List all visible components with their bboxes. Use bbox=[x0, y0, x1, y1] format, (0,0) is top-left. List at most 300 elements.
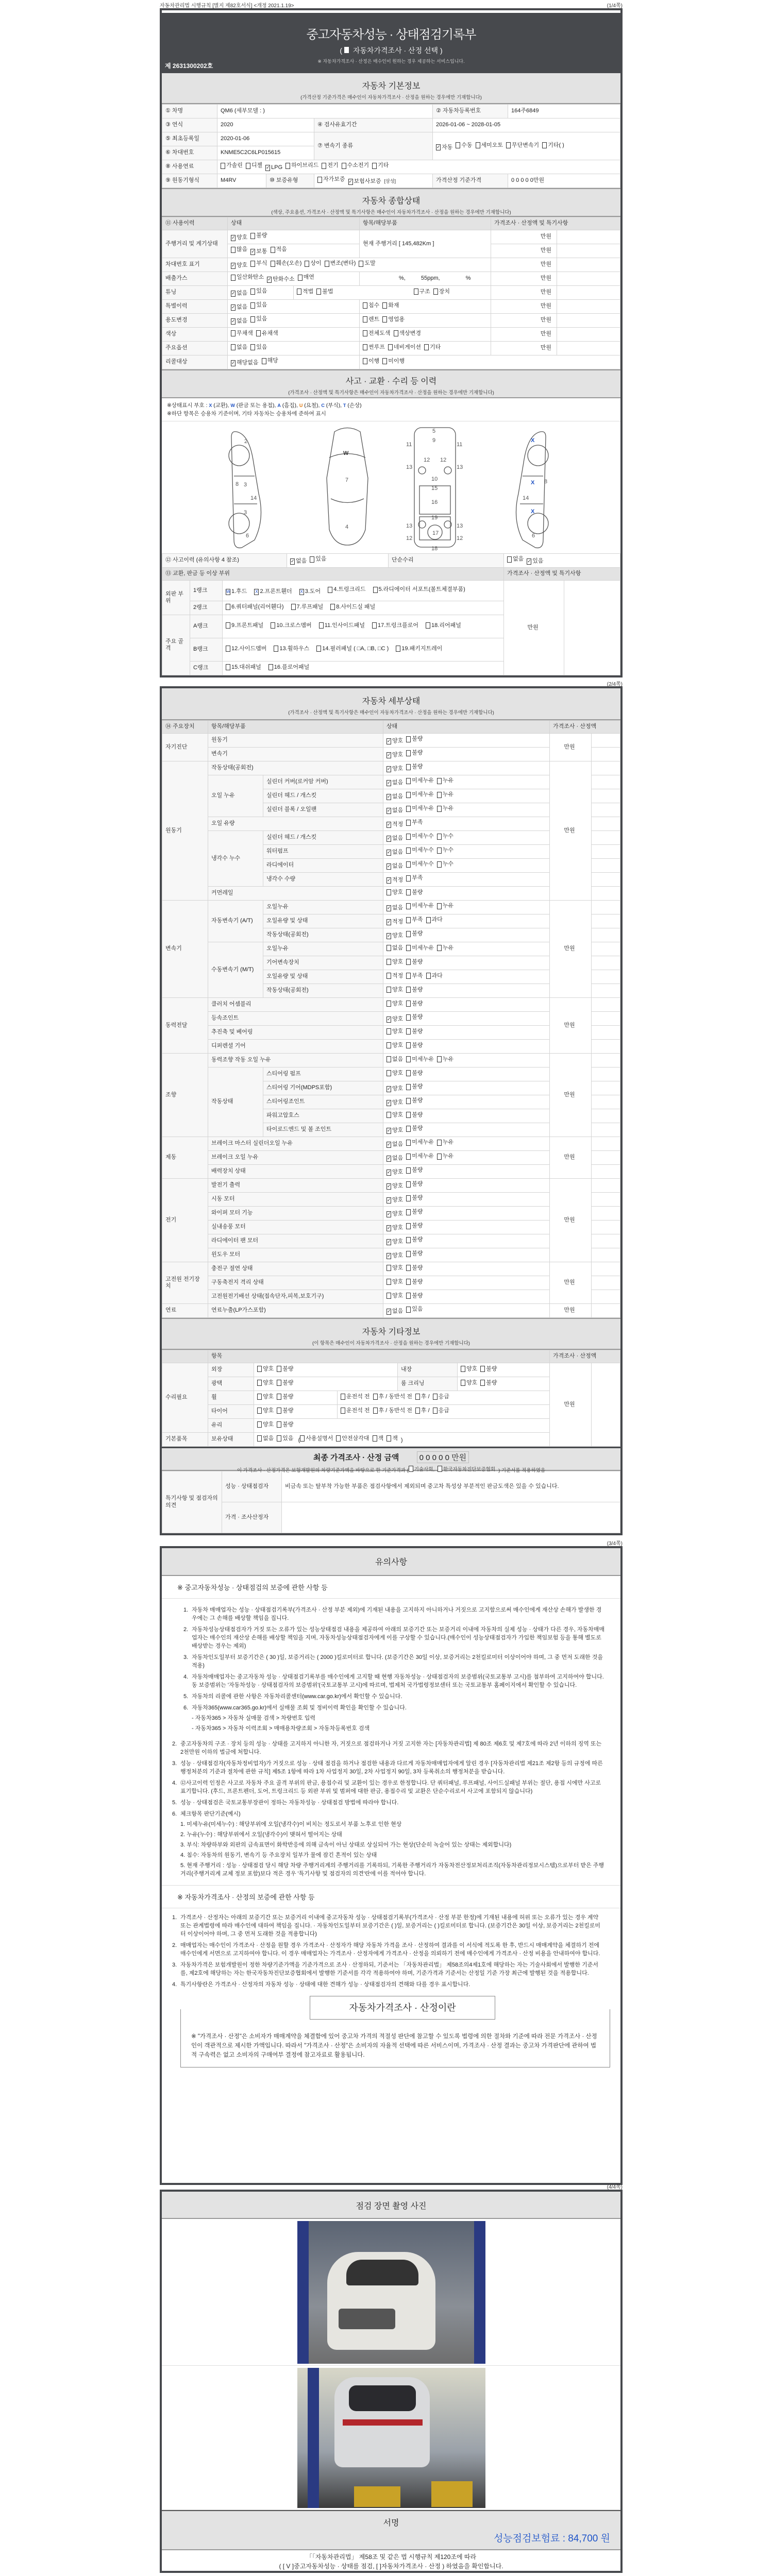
status-checkbox[interactable]: 누수 bbox=[437, 861, 453, 868]
vin-marking-status-checkbox[interactable]: 변조(변타) bbox=[325, 260, 356, 267]
vin-marking-status-checkbox[interactable]: 훼손(오손) bbox=[271, 260, 302, 267]
price-cell bbox=[592, 914, 620, 928]
wheel-position-checkbox[interactable]: 응급 bbox=[433, 1394, 449, 1400]
part-checkbox[interactable]: 5.라디에이터 서포트(볼트체결부품) bbox=[373, 586, 465, 593]
notices-list-1 bbox=[162, 1599, 620, 1733]
status-checkbox[interactable]: ✓ 없음 bbox=[387, 779, 404, 786]
transmission-options-checkbox[interactable]: 수동 bbox=[456, 140, 472, 150]
status-checkbox[interactable]: ✓ 양호 bbox=[387, 1127, 404, 1134]
price-cell bbox=[592, 748, 620, 761]
status-checkbox[interactable]: ✓ 적정 bbox=[387, 877, 404, 884]
status-checkbox[interactable]: 부족 bbox=[406, 875, 423, 882]
part-checkbox[interactable]: 17.트렁크플로어 bbox=[372, 622, 418, 629]
status-checkbox[interactable]: 불량 bbox=[406, 930, 423, 937]
fuel-options-checkbox[interactable]: 가솔린 bbox=[221, 162, 243, 169]
price-cell bbox=[592, 1123, 620, 1137]
price-cell bbox=[592, 1081, 620, 1095]
part-label: 오일유량 및 상태 bbox=[263, 914, 383, 928]
svg-text:11: 11 bbox=[406, 442, 412, 448]
tire-position-checkbox[interactable]: 후 / bbox=[415, 1408, 430, 1414]
status-checkbox[interactable]: ✓ 없음 bbox=[387, 905, 404, 911]
status-checkbox[interactable]: 불량 bbox=[406, 1042, 423, 1049]
status-checkbox[interactable]: 불량 bbox=[406, 1250, 423, 1257]
status-checkbox[interactable]: 미세누유 bbox=[406, 777, 434, 784]
tire-position-checkbox[interactable]: 운전석 전 bbox=[341, 1408, 370, 1414]
svg-text:10: 10 bbox=[431, 476, 438, 482]
status-checkbox[interactable]: 미세누유 bbox=[406, 791, 434, 798]
notice-item: 5. 자동차의 리콜에 관한 사항은 자동차리콜센터(www.car.go.kr)에서 확인할 수 있습니다. bbox=[183, 1693, 402, 1700]
glass-status-checkbox[interactable]: 불량 bbox=[277, 1421, 293, 1428]
status-checkbox[interactable]: ✓ 없음 bbox=[387, 807, 404, 814]
interior-status-checkbox[interactable]: 불량 bbox=[480, 1366, 497, 1372]
usage-change-checkbox[interactable]: ✓ 없음 bbox=[231, 318, 248, 325]
color-change-checkbox[interactable]: 전체도색 bbox=[363, 330, 391, 337]
status-checkbox[interactable]: 과다 bbox=[426, 917, 443, 923]
tuning-options-checkbox[interactable]: 있음 bbox=[250, 288, 267, 295]
status-checkbox[interactable]: ✓ 적정 bbox=[387, 821, 404, 828]
glass-status-checkbox[interactable]: 양호 bbox=[257, 1421, 274, 1428]
price-cell bbox=[592, 1012, 620, 1026]
status-checkbox[interactable]: 불량 bbox=[406, 959, 423, 965]
status-checkbox[interactable]: 누유 bbox=[437, 1056, 453, 1063]
recall-done-checkbox[interactable]: 미이행 bbox=[382, 358, 405, 365]
svg-text:17: 17 bbox=[432, 530, 439, 536]
part-checkbox[interactable]: 10.크로스멤버 bbox=[271, 622, 311, 629]
part-status bbox=[383, 1026, 550, 1040]
tire-position-checkbox[interactable]: 응급 bbox=[433, 1408, 449, 1414]
status-checkbox[interactable]: 불량 bbox=[406, 1209, 423, 1215]
fuel-options-checkbox[interactable]: 전기 bbox=[322, 162, 338, 169]
emission-options-checkbox[interactable]: 일산화탄소 bbox=[231, 274, 264, 281]
part-label: 원동기 bbox=[208, 734, 383, 748]
part-status bbox=[383, 803, 550, 817]
main-options-type-checkbox[interactable]: 네비게이션 bbox=[388, 344, 421, 351]
status-checkbox[interactable]: 누유 bbox=[437, 1139, 453, 1146]
unchecked-icon bbox=[437, 1140, 442, 1146]
status-checkbox[interactable]: ✓ 양호 bbox=[387, 1211, 404, 1217]
status-checkbox[interactable]: 미세누유 bbox=[406, 1056, 434, 1063]
checked-icon: ✓ bbox=[231, 318, 236, 324]
notice-item: 2. 중고자동차의 구조 · 장치 등의 성능 · 상태를 고지하지 아니한 자, 거짓으로 점검하거나 거짓 고지한 자는 [자동차관리법] 제 80조 제6호 및 제7호에 따라 2년 이하의 징역 또는 2천만원 이하의 벌금에 처합니다. bbox=[172, 1741, 602, 1755]
accident-history-checkbox[interactable]: ✓ 없음 bbox=[291, 558, 307, 565]
subsystem-label: 작동상태 bbox=[208, 1067, 263, 1137]
unchecked-icon bbox=[426, 973, 431, 979]
svg-text:4: 4 bbox=[345, 524, 349, 530]
status-checkbox[interactable]: ✓ 양호 bbox=[387, 738, 404, 744]
part-checkbox[interactable]: 6.쿼터패널(리어휀다) bbox=[226, 604, 284, 611]
status-checkbox[interactable]: 미세누수 bbox=[406, 833, 434, 840]
status-checkbox[interactable]: 불량 bbox=[406, 1028, 423, 1035]
mileage-level-checkbox[interactable]: 적음 bbox=[271, 246, 287, 253]
fuel-options-checkbox[interactable]: ✓ LPG bbox=[266, 164, 283, 171]
status-checkbox[interactable]: ✓ 양호 bbox=[387, 1239, 404, 1245]
status-checkbox[interactable]: 누유 bbox=[437, 777, 453, 784]
tuning-type-checkbox[interactable]: 장치 bbox=[433, 289, 450, 295]
part-checkbox[interactable]: W 1.후드 bbox=[226, 588, 247, 595]
unchecked-icon bbox=[257, 1435, 262, 1442]
status-checkbox[interactable]: ✓ 적정 bbox=[387, 919, 404, 925]
transmission-options-checkbox[interactable]: ✓ 자동 bbox=[436, 144, 453, 150]
transmission-options-checkbox[interactable]: 기타( ) bbox=[542, 140, 564, 150]
special-history-checkbox[interactable]: 있음 bbox=[250, 302, 267, 309]
checked-icon: ✓ bbox=[251, 249, 255, 254]
special-history-type-checkbox[interactable]: 화재 bbox=[382, 302, 399, 309]
unchecked-icon bbox=[250, 316, 255, 323]
mileage-level-checkbox[interactable]: ✓ 보통 bbox=[251, 248, 267, 255]
wheel-status-checkbox[interactable]: 양호 bbox=[257, 1394, 274, 1400]
part-label: 작동상태(공회전) bbox=[263, 984, 383, 998]
status-checkbox[interactable]: ✓ 없음 bbox=[387, 1141, 404, 1148]
status-legend: ※상태표시 부호 : X (교환), W (판금 또는 용접), A (흠집), U (요철), C (부식), T (손상) ※하단 항목은 승용차 기준이며, 기타 자동차는 승용차에 준하여 표시 bbox=[162, 398, 620, 421]
svg-text:8: 8 bbox=[544, 479, 548, 485]
part-label: 오일 유량 bbox=[208, 817, 383, 831]
part-checkbox[interactable]: 9.프론트패널 bbox=[226, 622, 263, 629]
unchecked-icon bbox=[461, 1380, 465, 1386]
transmission-options-checkbox[interactable]: 세미오토 bbox=[476, 140, 503, 150]
part-label: 배력장치 상태 bbox=[208, 1165, 383, 1179]
unchecked-icon bbox=[325, 261, 329, 267]
color-options-checkbox[interactable]: 무채색 bbox=[231, 330, 253, 337]
svg-text:6: 6 bbox=[532, 533, 535, 539]
standard-book-options-checkbox[interactable]: 기술사회, bbox=[409, 1465, 434, 1472]
status-checkbox[interactable]: ✓ 없음 bbox=[387, 1308, 404, 1315]
usage-change-checkbox[interactable]: 있음 bbox=[250, 316, 267, 323]
price-cell bbox=[592, 734, 620, 748]
unchecked-icon bbox=[406, 1223, 411, 1229]
part-checkbox[interactable]: 8.사이드실 패널 bbox=[330, 604, 375, 611]
status-checkbox[interactable]: 양호 bbox=[386, 1042, 403, 1049]
status-checkbox[interactable]: 양호 bbox=[386, 1001, 403, 1007]
special-history-checkbox[interactable]: ✓ 없음 bbox=[231, 304, 248, 311]
status-checkbox[interactable]: 불량 bbox=[406, 987, 423, 993]
price-unit: 만원 bbox=[550, 734, 592, 761]
tuning-type-checkbox[interactable]: 구조 bbox=[414, 289, 430, 295]
system-label: 연료 bbox=[162, 1304, 208, 1318]
part-status bbox=[383, 1276, 550, 1290]
vin-marking-status-checkbox[interactable]: ✓ 양호 bbox=[231, 262, 248, 269]
simple-repair-checkbox[interactable]: ✓ 있음 bbox=[527, 558, 544, 565]
notice-item: 3. 자동차가격은 보험개발원이 정한 차량기준가액을 기준가격으로 조사 · 산정하되, 기준서는 「자동차관리법」 제58조의4제1호에 해당하는 자는 기술사회에서 발행한 기준서를, 제2호에 해당하는 자는 한국자동차진단보증협회에서 발행한 기준서를 각각 적용하여야 하며, 기준가격과 기준서는 산정일 기준 가장 최근에 발행된 것을 적용합니다. bbox=[172, 1962, 598, 1976]
basic-items-checkbox[interactable]: 잭 bbox=[373, 1435, 384, 1442]
recall-done-checkbox[interactable]: 이행 bbox=[363, 358, 379, 365]
status-checkbox[interactable]: 미세누유 bbox=[406, 903, 434, 909]
status-checkbox[interactable]: ✓ 양호 bbox=[387, 933, 404, 939]
price-cell bbox=[592, 1054, 620, 1067]
status-checkbox[interactable]: 누유 bbox=[437, 1153, 453, 1160]
part-label: 워터펌프 bbox=[263, 845, 383, 859]
tire-status-checkbox[interactable]: 양호 bbox=[257, 1408, 274, 1414]
status-checkbox[interactable]: 누유 bbox=[437, 805, 453, 812]
gloss-status-checkbox[interactable]: 불량 bbox=[277, 1380, 293, 1386]
status-checkbox[interactable]: 양호 bbox=[386, 1028, 403, 1035]
svg-text:15: 15 bbox=[431, 485, 438, 492]
warranty-options-checkbox[interactable]: ✓ 보험사보증 bbox=[348, 178, 381, 185]
unchecked-icon bbox=[406, 1195, 411, 1201]
page-number: (1/4쪽) bbox=[607, 3, 623, 9]
status-checkbox[interactable]: 불량 bbox=[406, 889, 423, 896]
color-change-checkbox[interactable]: 색상변경 bbox=[394, 330, 422, 337]
basic-items-checkbox[interactable]: 잭 bbox=[386, 1435, 398, 1442]
part-checkbox[interactable]: X 2.프론트휀더 bbox=[255, 588, 292, 595]
status-checkbox[interactable]: 있음 bbox=[406, 1306, 423, 1313]
status-checkbox[interactable]: 불량 bbox=[406, 1181, 423, 1188]
status-checkbox[interactable]: ✓ 양호 bbox=[387, 766, 404, 772]
unchecked-icon bbox=[373, 1394, 378, 1400]
status-checkbox[interactable]: 불량 bbox=[406, 1070, 423, 1077]
part-checkbox[interactable]: 7.루프패널 bbox=[291, 604, 324, 611]
status-checkbox[interactable]: 부족 bbox=[406, 917, 423, 923]
status-checkbox[interactable]: ✓ 양호 bbox=[387, 752, 404, 758]
standard-book-options-checkbox[interactable]: 한국자동차진단보증협회 bbox=[438, 1465, 495, 1472]
detail-header: 자동차 세부상태 (가격조사 · 산정액 및 특기사항은 매수인이 자동차가격조사 · 산정을 원하는 경우에만 기재합니다) bbox=[162, 688, 620, 720]
main-options-type-checkbox[interactable]: 썬루프 bbox=[363, 344, 385, 351]
status-checkbox[interactable]: 불량 bbox=[406, 1001, 423, 1007]
status-checkbox[interactable]: 불량 bbox=[406, 1195, 423, 1201]
status-checkbox[interactable]: 부족 bbox=[406, 973, 423, 979]
service-note: ※ 자동차가격조사 · 산정은 매수인이 원하는 경우 제공하는 서비스입니다. bbox=[317, 59, 465, 64]
unchecked-icon bbox=[341, 1394, 345, 1400]
part-label: 윈도우 모터 bbox=[208, 1248, 383, 1262]
interior-status-checkbox[interactable]: 양호 bbox=[461, 1366, 477, 1372]
status-checkbox[interactable]: 불량 bbox=[406, 1112, 423, 1118]
status-checkbox[interactable]: 미세누수 bbox=[406, 861, 434, 868]
part-label: 발전기 출력 bbox=[208, 1179, 383, 1193]
vin-marking-status-checkbox[interactable]: 부식 bbox=[250, 260, 267, 267]
transmission-options-checkbox[interactable]: 무단변속기 bbox=[506, 140, 539, 150]
main-options-checkbox[interactable]: 있음 bbox=[250, 344, 267, 351]
status-checkbox[interactable]: 불량 bbox=[406, 1167, 423, 1174]
status-checkbox[interactable]: 불량 bbox=[406, 1265, 423, 1272]
unchecked-icon bbox=[406, 764, 411, 770]
room-cleaning-status-checkbox[interactable]: 불량 bbox=[480, 1380, 497, 1386]
usage-change-type-checkbox[interactable]: 영업용 bbox=[382, 316, 405, 323]
insurer: [삼성] bbox=[384, 179, 396, 184]
special-history-type-checkbox[interactable]: 침수 bbox=[363, 302, 379, 309]
part-checkbox[interactable]: 12.사이드멤버 bbox=[226, 646, 266, 652]
part-status bbox=[383, 1193, 550, 1207]
exterior-status-checkbox[interactable]: 불량 bbox=[277, 1366, 293, 1372]
basic-items-status-checkbox[interactable]: 있음 bbox=[277, 1435, 293, 1442]
part-checkbox[interactable]: 19.패키지트레이 bbox=[396, 646, 442, 652]
part-label: 실린더 헤드 / 개스킷 bbox=[263, 789, 383, 803]
status-checkbox[interactable]: ✓ 양호 bbox=[387, 1169, 404, 1176]
basic-items-checkbox[interactable]: 안전삼각대 bbox=[336, 1435, 369, 1442]
price-cell bbox=[592, 761, 620, 775]
fuel-options-checkbox[interactable]: 기타 bbox=[372, 162, 389, 169]
emission-options-checkbox[interactable]: 매연 bbox=[298, 274, 314, 281]
unchecked-icon bbox=[437, 861, 442, 868]
price-cell bbox=[592, 1304, 620, 1318]
status-checkbox[interactable]: 없음 bbox=[386, 945, 403, 952]
status-checkbox[interactable]: 불량 bbox=[406, 1236, 423, 1243]
gloss-status-checkbox[interactable]: 양호 bbox=[257, 1380, 274, 1386]
accident-history-checkbox[interactable]: 있음 bbox=[310, 556, 326, 563]
status-checkbox[interactable]: 양호 bbox=[386, 1070, 403, 1077]
warranty-options-checkbox[interactable]: 자가보증 bbox=[317, 176, 345, 183]
price-service-checkbox[interactable] bbox=[344, 47, 350, 53]
part-status bbox=[383, 928, 550, 942]
status-checkbox[interactable]: 누유 bbox=[437, 791, 453, 798]
checked-icon: ✓ bbox=[387, 1170, 391, 1175]
status-checkbox[interactable]: ✓ 없음 bbox=[387, 835, 404, 842]
basic-items-checkbox[interactable]: 사용설명서 bbox=[300, 1435, 333, 1442]
status-checkbox[interactable]: 양호 bbox=[386, 1112, 403, 1118]
svg-text:7: 7 bbox=[345, 477, 349, 483]
status-checkbox[interactable]: 미세누수 bbox=[406, 847, 434, 854]
car-diagram bbox=[162, 421, 620, 553]
status-checkbox[interactable]: 미세누유 bbox=[406, 1153, 434, 1160]
status-checkbox[interactable]: 불량 bbox=[406, 1293, 423, 1299]
signature-section: 서명 성능점검보험료 : 84,700 원 bbox=[162, 2510, 620, 2550]
status-checkbox[interactable]: ✓ 양호 bbox=[387, 1099, 404, 1106]
status-checkbox[interactable]: 적정 bbox=[386, 973, 403, 979]
status-checkbox[interactable]: ✓ 없음 bbox=[387, 863, 404, 870]
vin-marking-status bbox=[228, 258, 491, 272]
notice-item: 3. 자동차인도일부터 보증기간은 ( 30 )일, 보증거리는 ( 2000 )킬로미터로 합니다. (보증기간은 30일 이상, 보증거리는 2천킬로미터 이상이어야 하며, 그 중 먼저 도래한 것을 적용) bbox=[183, 1654, 603, 1669]
extra-info-table: 항목 가격조사 · 산정액 수리필요 외장 양호 불량 내장 양호 불량 만원 광택 양호 불량 룸 크리닝 양호 불량 휠 양호 불량 운전석 전 후 / 동반석 전 후 / 응급 타이어 양호 불량 운전석 전 후 / 동반석 전 후 / 응급 유리 양호 불량 기본품목 보유상태 없음 있음 ( 사용설명서 안전삼각대 잭 잭 ) bbox=[162, 1350, 620, 1447]
status-checkbox[interactable]: 불량 bbox=[406, 750, 423, 756]
unchecked-icon bbox=[406, 792, 411, 798]
status-checkbox[interactable]: 누유 bbox=[437, 903, 453, 909]
status-checkbox[interactable]: 양호 bbox=[386, 889, 403, 896]
checked-icon: ✓ bbox=[387, 836, 391, 841]
legend-item: W (판금 또는 용접), bbox=[230, 402, 278, 409]
status-checkbox[interactable]: ✓ 없음 bbox=[387, 793, 404, 800]
part-checkbox[interactable]: 13.휠하우스 bbox=[274, 646, 309, 652]
status-checkbox[interactable]: 부족 bbox=[406, 819, 423, 826]
part-checkbox[interactable]: 14.필러패널 ( □A, □B, □C ) bbox=[316, 646, 389, 652]
unchecked-icon bbox=[438, 1466, 442, 1472]
status-checkbox[interactable]: 미세누유 bbox=[406, 945, 434, 952]
status-checkbox[interactable]: ✓ 없음 bbox=[387, 1155, 404, 1162]
price-cell bbox=[592, 1040, 620, 1054]
tuning-legal-checkbox[interactable]: 적법 bbox=[297, 289, 313, 295]
checked-icon: ✓ bbox=[231, 304, 236, 310]
room-cleaning-status-checkbox[interactable]: 양호 bbox=[461, 1380, 477, 1386]
gauge-status bbox=[228, 230, 360, 244]
part-checkbox[interactable]: 4.트렁크리드 bbox=[328, 586, 365, 593]
recall-status-checkbox[interactable]: 해당 bbox=[262, 358, 278, 364]
price-unit: 만원 bbox=[550, 901, 592, 998]
unchecked-icon bbox=[406, 848, 411, 854]
part-label: 오일누유 bbox=[263, 901, 383, 914]
part-checkbox[interactable]: 11.인사이드패널 bbox=[319, 622, 365, 629]
vin: KNME5C2C6LP015615 bbox=[217, 146, 314, 160]
status-checkbox[interactable]: ✓ 양호 bbox=[387, 1252, 404, 1259]
part-status bbox=[383, 984, 550, 998]
tuning-type bbox=[414, 290, 453, 296]
recall-status-checkbox[interactable]: ✓ 해당없음 bbox=[231, 360, 259, 366]
status-checkbox[interactable]: ✓ 양호 bbox=[387, 1183, 404, 1190]
unchecked-icon bbox=[406, 959, 411, 965]
status-checkbox[interactable]: 불량 bbox=[406, 736, 423, 742]
part-label: 클러치 어셈블리 bbox=[208, 998, 383, 1012]
status-checkbox[interactable]: 미세누유 bbox=[406, 1139, 434, 1146]
part-checkbox[interactable]: 15.대쉬패널 bbox=[226, 664, 261, 671]
tire-status-checkbox[interactable]: 불량 bbox=[277, 1408, 293, 1414]
inspection-validity: 2026-01-06 ~ 2028-01-05 bbox=[433, 118, 620, 132]
status-checkbox[interactable]: 없음 bbox=[386, 1056, 403, 1063]
status-checkbox[interactable]: 양호 bbox=[386, 1265, 403, 1272]
notices-list-2 bbox=[162, 1736, 620, 1878]
usage-change-type-checkbox[interactable]: 렌트 bbox=[363, 316, 379, 323]
part-checkbox[interactable]: 18.리어패널 bbox=[426, 622, 461, 629]
price-cell bbox=[592, 859, 620, 873]
gauge-status-checkbox[interactable]: 불량 bbox=[250, 232, 267, 239]
basic-items-status-checkbox[interactable]: 없음 bbox=[257, 1435, 274, 1442]
svg-text:3: 3 bbox=[244, 510, 247, 516]
mileage-level-checkbox[interactable]: 많음 bbox=[231, 246, 247, 253]
vin-marking-status-checkbox[interactable]: 도말 bbox=[359, 260, 375, 267]
vin-marking-status-checkbox[interactable]: 상이 bbox=[305, 260, 321, 267]
status-checkbox[interactable]: 미세누유 bbox=[406, 805, 434, 812]
status-checkbox[interactable]: 불량 bbox=[406, 1097, 423, 1104]
detail-row bbox=[162, 1262, 620, 1276]
main-options-checkbox[interactable]: 없음 bbox=[231, 344, 247, 351]
unchecked-icon bbox=[386, 1056, 391, 1062]
record-form bbox=[160, 8, 623, 677]
status-checkbox[interactable]: 양호 bbox=[386, 1279, 403, 1285]
tuning-legal-checkbox[interactable]: 불법 bbox=[316, 289, 333, 295]
status-checkbox[interactable]: 불량 bbox=[406, 1083, 423, 1090]
wheel-position-checkbox[interactable]: 후 / bbox=[415, 1394, 430, 1400]
part-checkbox[interactable]: X 3.도어 bbox=[300, 588, 321, 595]
status-checkbox[interactable]: ✓ 양호 bbox=[387, 1225, 404, 1231]
tuning-options-checkbox[interactable]: ✓ 없음 bbox=[231, 290, 248, 297]
wheel-position-checkbox[interactable]: 운전석 전 bbox=[341, 1394, 370, 1400]
unchecked-icon bbox=[317, 177, 322, 183]
status-checkbox[interactable]: 양호 bbox=[386, 987, 403, 993]
status-checkbox[interactable]: 누수 bbox=[437, 833, 453, 840]
color-options-checkbox[interactable]: 유채색 bbox=[256, 330, 278, 337]
wheel-status-checkbox[interactable]: 불량 bbox=[277, 1394, 293, 1400]
system-label: 제동 bbox=[162, 1137, 208, 1179]
unchecked-icon bbox=[257, 1421, 262, 1428]
simple-repair-checkbox[interactable]: 없음 bbox=[507, 556, 524, 563]
gauge-status-checkbox[interactable]: ✓ 양호 bbox=[231, 234, 248, 241]
part-checkbox[interactable]: 16.플로어패널 bbox=[268, 664, 309, 671]
exterior-status-checkbox[interactable]: 양호 bbox=[257, 1366, 274, 1372]
status-checkbox[interactable]: ✓ 양호 bbox=[387, 1197, 404, 1204]
status-checkbox[interactable]: 불량 bbox=[406, 764, 423, 770]
unchecked-icon bbox=[386, 1293, 391, 1299]
status-checkbox[interactable]: 불량 bbox=[406, 1223, 423, 1229]
fuel-options-checkbox[interactable]: 하이브리드 bbox=[285, 162, 318, 169]
main-options-type-checkbox[interactable]: 기타 bbox=[424, 344, 441, 351]
wheel-position-checkbox[interactable]: 후 / 동반석 전 bbox=[373, 1394, 412, 1400]
status-checkbox[interactable]: 과다 bbox=[426, 973, 443, 979]
status-checkbox[interactable]: ✓ 양호 bbox=[387, 1086, 404, 1092]
status-checkbox[interactable]: 불량 bbox=[406, 1014, 423, 1021]
unchecked-icon bbox=[322, 163, 326, 169]
unchecked-icon bbox=[437, 903, 442, 909]
status-checkbox[interactable]: 누유 bbox=[437, 945, 453, 952]
tire-position-checkbox[interactable]: 후 / 동반석 전 bbox=[373, 1408, 412, 1414]
status-checkbox[interactable]: 양호 bbox=[386, 1293, 403, 1299]
unchecked-icon bbox=[388, 344, 393, 350]
status-checkbox[interactable]: ✓ 양호 bbox=[387, 1016, 404, 1023]
emission-options-checkbox[interactable]: ✓ 탄화수소 bbox=[267, 276, 295, 283]
extra-info-header: 자동차 기타정보 (이 항목은 매수인이 자동차가격조사 · 산정을 원하는 경우에만 기재합니다) bbox=[162, 1318, 620, 1350]
main-options-type bbox=[360, 342, 491, 355]
status-checkbox[interactable]: 불량 bbox=[406, 1125, 423, 1132]
status-checkbox[interactable]: 불량 bbox=[406, 1279, 423, 1285]
status-checkbox[interactable]: ✓ 없음 bbox=[387, 849, 404, 856]
fuel-options-checkbox[interactable]: 수소전기 bbox=[342, 162, 369, 169]
fuel-options-checkbox[interactable]: 디젤 bbox=[246, 162, 262, 169]
status-checkbox[interactable]: 양호 bbox=[386, 959, 403, 965]
status-checkbox[interactable]: 누수 bbox=[437, 847, 453, 854]
